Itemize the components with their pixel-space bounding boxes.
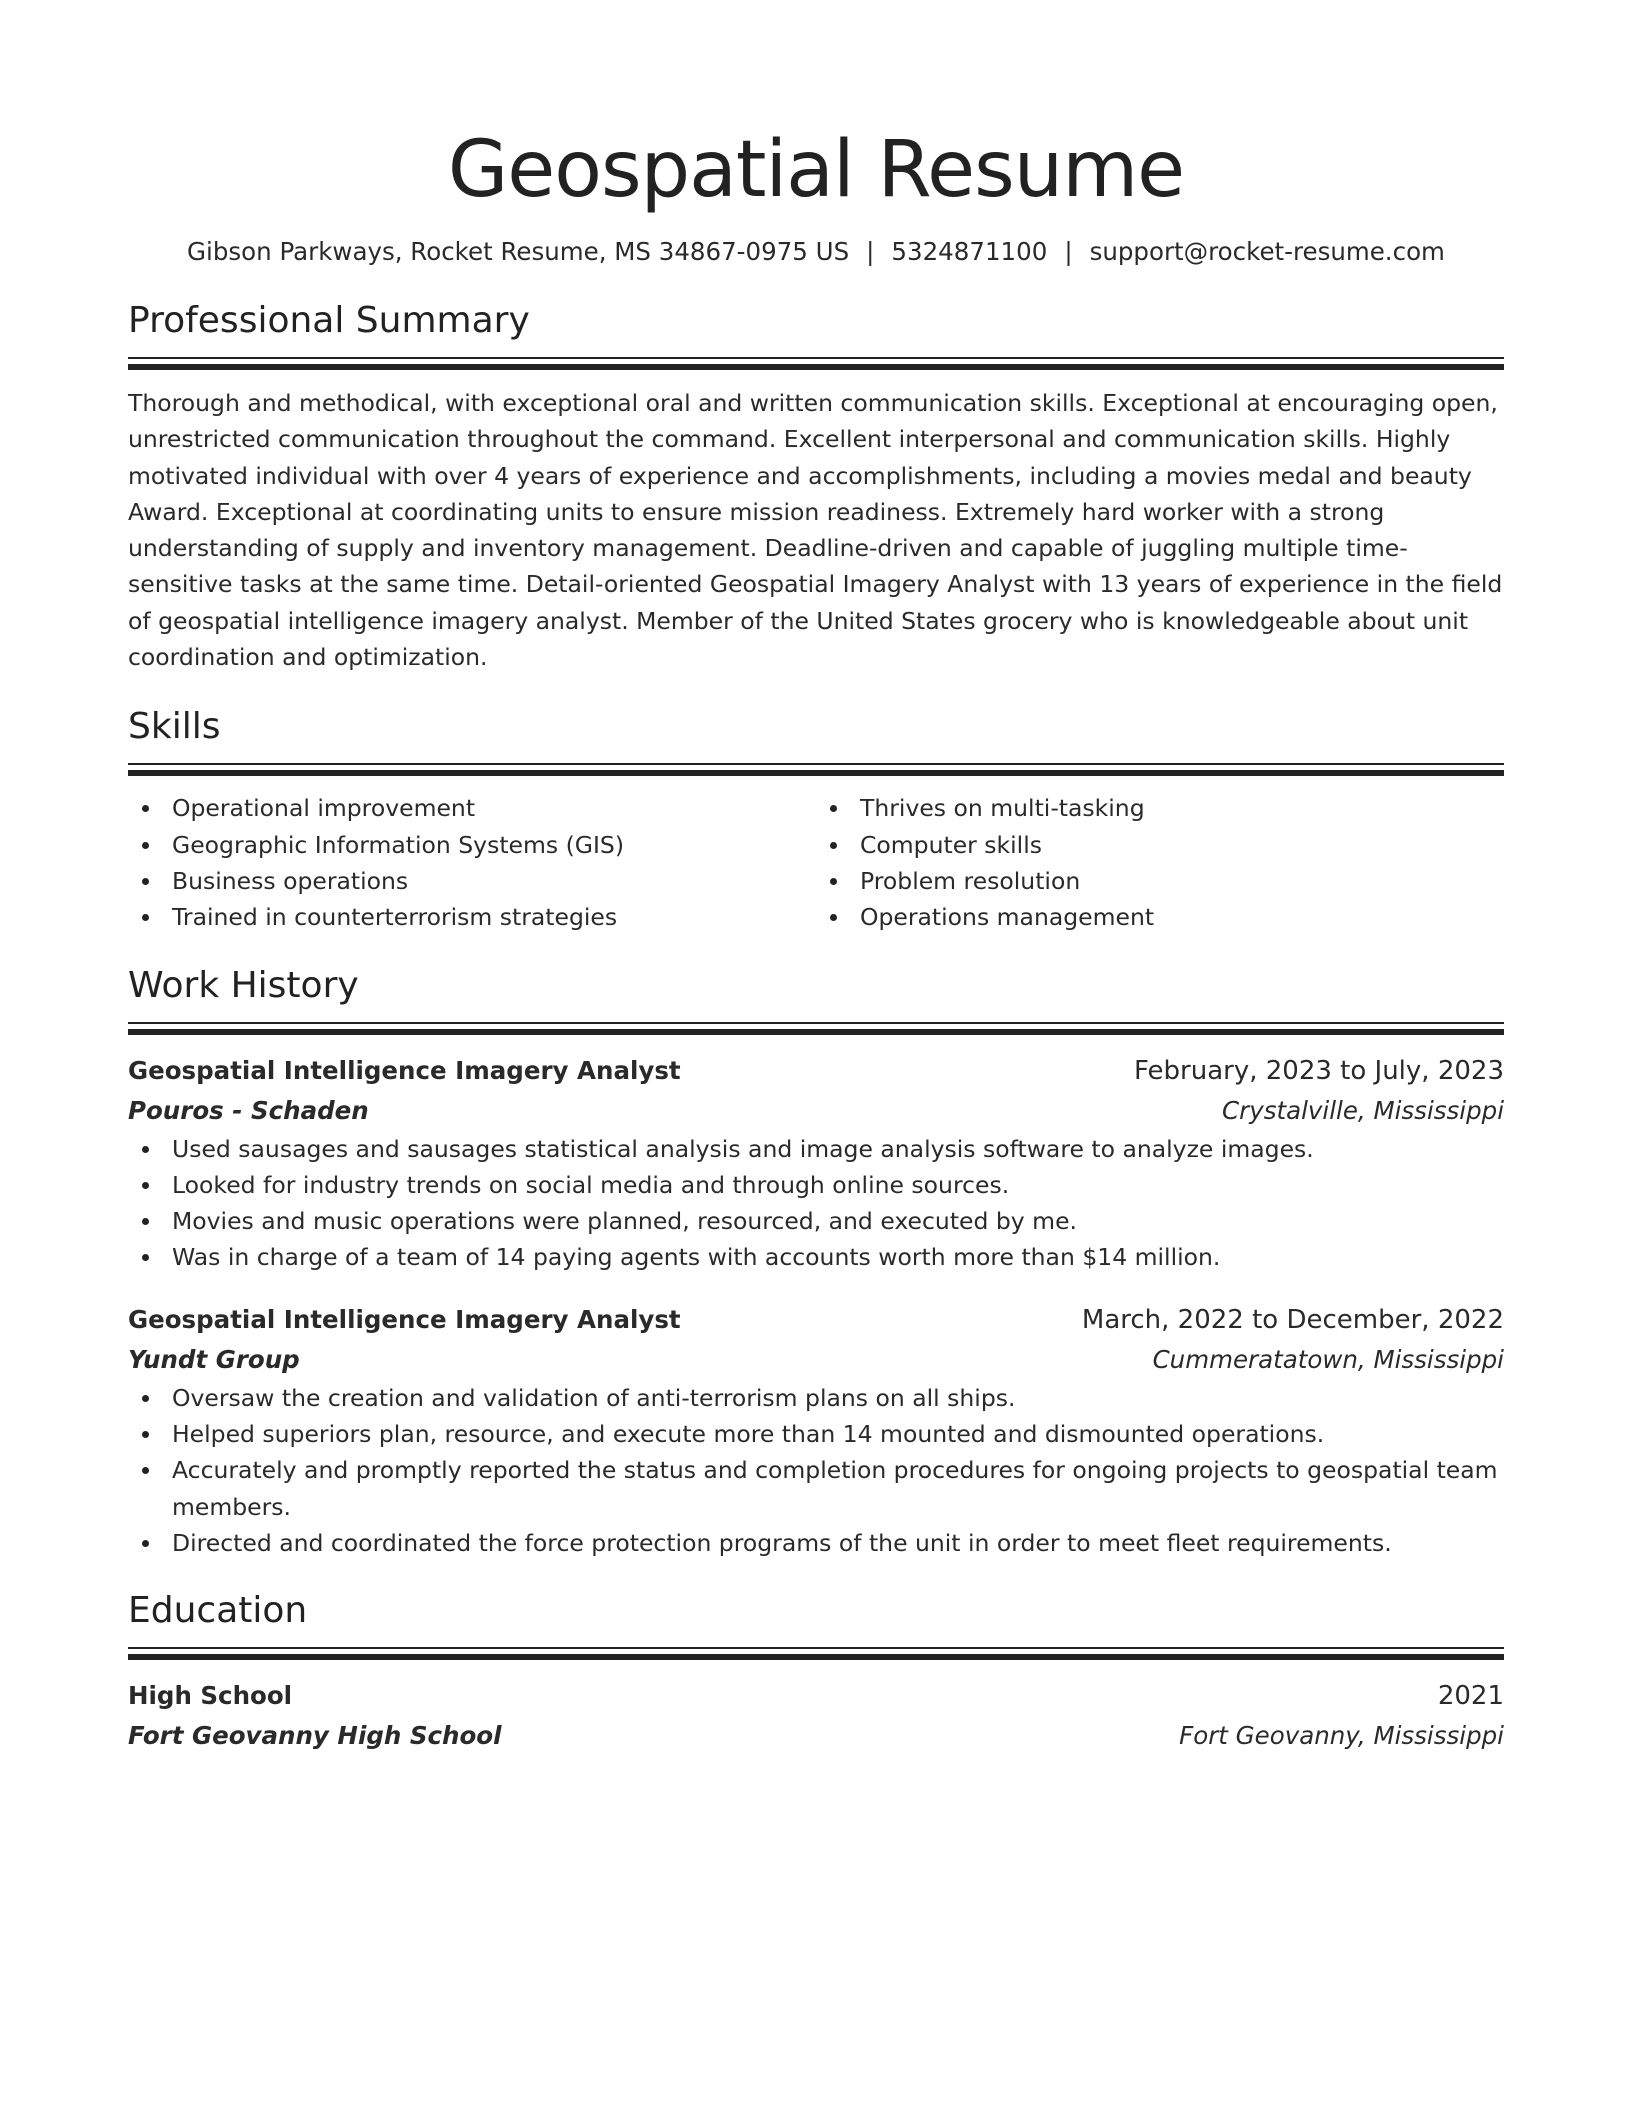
bullet-icon [142,1431,149,1438]
skills-section [128,703,1504,935]
job-title: Geospatial Intelligence Imagery Analyst [128,1304,681,1334]
contact-phone: 5324871100 [891,237,1048,266]
skills-list-right [816,790,1504,935]
contact-separator: | [866,237,875,266]
skill-label: Problem resolution [860,866,1081,895]
education-header-row [128,1676,1504,1716]
education-school-row [128,1716,1504,1756]
job-bullet [128,1239,1504,1275]
bullet-icon [142,1218,149,1225]
job-header-row [128,1051,1504,1091]
job-bullet-text: Accurately and promptly reported the status and completion procedures for ongoing projects to geospatial team members. [172,1456,1498,1521]
skill-item [128,790,816,826]
job-bullet-text: Looked for industry trends on social media and through online sources. [172,1170,1010,1199]
job-bullet [128,1452,1504,1525]
summary-section [128,297,1504,675]
section-title-summary: Professional Summary [128,300,530,341]
job-location: Crystalville, Mississippi [1222,1095,1504,1125]
job-bullet-text: Was in charge of a team of 14 paying agents with accounts worth more than $14 million. [172,1243,1221,1272]
skills-list-left [128,790,816,935]
job-company-row [128,1091,1504,1131]
bullet-icon [142,878,149,885]
job-bullet-list [128,1380,1504,1561]
education-section [128,1587,1504,1756]
skill-label: Operational improvement [172,794,476,823]
job-title: Geospatial Intelligence Imagery Analyst [128,1055,681,1085]
bullet-icon [142,914,149,921]
bullet-icon [830,842,837,849]
contact-address: Gibson Parkways, Rocket Resume, MS 34867-0975 US [187,237,850,266]
bullet-icon [830,878,837,885]
section-divider-thick [128,770,1504,776]
section-divider [128,357,1504,359]
bullet-icon [142,842,149,849]
bullet-icon [142,1182,149,1189]
bullet-icon [830,914,837,921]
section-title-education: Education [128,1590,308,1632]
education-school: Fort Geovanny High School [128,1721,502,1751]
job-bullet [128,1380,1504,1416]
job-bullet-text: Used sausages and sausages statistical analysis and image analysis software to analyze images. [172,1134,1314,1163]
bullet-icon [142,1395,149,1402]
job-bullet [128,1167,1504,1203]
education-degree: High School [128,1681,293,1711]
job-bullet [128,1525,1504,1561]
bullet-icon [142,1254,149,1261]
job-bullet [128,1416,1504,1452]
skill-item [816,863,1504,899]
skill-label: Geographic Information Systems (GIS) [172,830,624,859]
section-divider [128,1647,1504,1649]
skill-item [128,899,816,935]
skill-label: Operations management [860,903,1155,932]
bullet-icon [142,1467,149,1474]
job-entry [128,1051,1504,1276]
job-entry [128,1300,1504,1561]
job-dates: February, 2023 to July, 2023 [1134,1055,1504,1086]
skill-item [816,790,1504,826]
contact-line [128,234,1504,270]
section-divider [128,1022,1504,1024]
skill-label: Trained in counterterrorism strategies [172,903,618,932]
skill-item [816,899,1504,935]
job-company: Yundt Group [128,1344,300,1374]
section-divider-thick [128,1029,1504,1035]
skill-label: Computer skills [860,830,1042,859]
resume-page [128,0,1504,1756]
section-divider-thick [128,364,1504,370]
job-header-row [128,1300,1504,1340]
section-divider-thick [128,1654,1504,1660]
job-bullet [128,1203,1504,1239]
job-bullet-text: Helped superiors plan, resource, and execute more than 14 mounted and dismounted operations. [172,1420,1325,1449]
bullet-icon [830,805,837,812]
section-divider [128,763,1504,765]
section-title-work: Work History [128,964,359,1006]
education-location: Fort Geovanny, Mississippi [1179,1721,1504,1751]
job-company: Pouros - Schaden [128,1095,369,1125]
skill-item [816,827,1504,863]
skill-item [128,827,816,863]
contact-separator: | [1064,237,1073,266]
skill-item [128,863,816,899]
education-year: 2021 [1437,1681,1504,1712]
job-dates: March, 2022 to December, 2022 [1081,1304,1504,1335]
section-title-skills: Skills [128,706,221,748]
education-entry [128,1676,1504,1756]
job-bullet-list [128,1131,1504,1276]
skill-label: Business operations [172,866,409,895]
job-company-row [128,1340,1504,1380]
skills-columns [128,790,1504,935]
summary-text: Thorough and methodical, with exceptional oral and written communication skills. Exceptional at encouraging open, unrestricted communication throughout the command. Excellent interpersonal and communication skills. Highly motivated individual with over 4 years of experience and accomplishments, including a movies medal and beauty Award. Exceptional at coordinating units to ensure mission readiness. Extremely hard worker with a strong understanding of supply and inventory management. Deadline-driven and capable of juggling multiple time-sensitive tasks at the same time. Detail-oriented Geospatial Imagery Analyst with 13 years of experience in the field of geospatial intelligence imagery analyst. Member of the United States grocery who is knowledgeable about unit coordination and optimization. [128,389,1503,672]
bullet-icon [142,1146,149,1153]
job-bullet-text: Directed and coordinated the force protection programs of the unit in order to meet fleet requirements. [172,1528,1392,1557]
job-bullet-text: Movies and music operations were planned, resourced, and executed by me. [172,1207,1077,1236]
contact-email: support@rocket-resume.com [1089,237,1445,266]
job-bullet-text: Oversaw the creation and validation of anti-terrorism plans on all ships. [172,1383,1016,1412]
resume-name: Geospatial Resume [447,125,1185,215]
bullet-icon [142,805,149,812]
skill-label: Thrives on multi-tasking [860,794,1145,823]
job-location: Cummeratatown, Mississippi [1152,1344,1504,1374]
bullet-icon [142,1540,149,1547]
work-history-section [128,962,1504,1562]
job-bullet [128,1131,1504,1167]
